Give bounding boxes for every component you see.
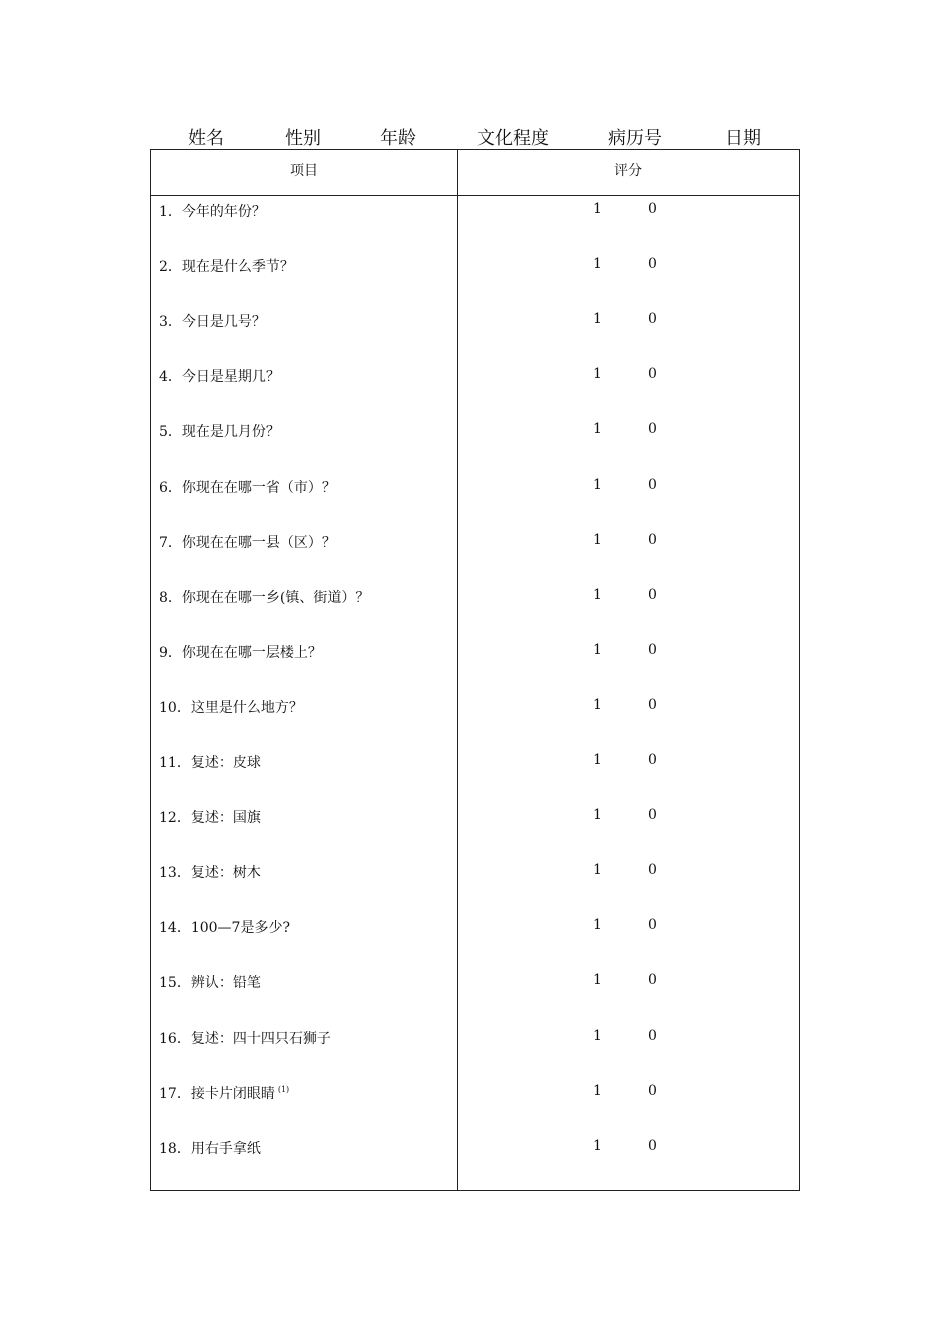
score-zero: 0 <box>648 201 657 217</box>
question-text <box>159 917 290 937</box>
question-label: 6．你现在在哪一省（市）？ <box>159 479 336 496</box>
question-text <box>159 201 266 221</box>
name-label: 姓名 <box>188 128 224 149</box>
question-label: 11．复述：皮球 <box>159 755 261 771</box>
score-zero: 0 <box>648 696 657 713</box>
score-one: 1 <box>593 421 602 438</box>
score-zero: 0 <box>648 752 657 768</box>
score-one: 1 <box>593 531 602 548</box>
score-one: 1 <box>593 917 602 934</box>
date-label: 日期 <box>725 128 761 149</box>
question-label: 12．复述：国旗 <box>159 810 261 827</box>
question-text <box>159 587 369 607</box>
question-label: 15．辨认：铅笔 <box>159 975 261 992</box>
score-one: 1 <box>593 366 602 383</box>
header-divider <box>151 195 799 196</box>
table-row <box>151 419 799 474</box>
question-label: 8．你现在在哪一乡(镇、街道）？ <box>159 589 370 606</box>
score-one: 1 <box>593 1082 602 1099</box>
score-zero: 0 <box>648 972 657 989</box>
score-one: 1 <box>593 311 602 328</box>
table-row <box>151 695 799 750</box>
score-one: 1 <box>593 862 602 879</box>
question-text <box>159 366 280 386</box>
score-zero: 0 <box>648 586 657 603</box>
score-zero: 0 <box>648 641 657 658</box>
table-row <box>151 640 799 695</box>
question-label: 17．接卡片闭眼睛 <box>159 1085 275 1102</box>
column-header-item: 项目 <box>290 163 318 179</box>
score-zero: 0 <box>648 531 657 548</box>
question-text <box>159 1083 289 1103</box>
score-one: 1 <box>593 476 602 493</box>
score-one: 1 <box>593 972 602 989</box>
score-one: 1 <box>593 256 602 273</box>
question-label: 9．你现在在哪一层楼上？ <box>159 644 322 661</box>
score-zero: 0 <box>648 1027 657 1044</box>
score-zero: 0 <box>648 917 657 934</box>
question-text <box>159 1138 261 1158</box>
score-one: 1 <box>593 1137 602 1154</box>
question-text <box>159 311 266 331</box>
question-text <box>159 642 322 662</box>
question-text <box>159 807 261 827</box>
score-zero: 0 <box>648 256 657 273</box>
score-one: 1 <box>593 201 602 217</box>
question-label: 7．你现在在哪一县（区）？ <box>159 534 336 551</box>
score-one: 1 <box>593 752 602 768</box>
question-text <box>159 972 261 992</box>
table-row <box>151 254 799 309</box>
question-text <box>159 532 336 552</box>
question-label: 16．复述：四十四只石狮子 <box>159 1030 331 1047</box>
footnote-marker: (1) <box>277 1084 290 1094</box>
question-text <box>159 421 280 441</box>
score-zero: 0 <box>648 476 657 493</box>
record-number-label: 病历号 <box>608 128 662 149</box>
table-row <box>151 309 799 364</box>
score-one: 1 <box>593 807 602 824</box>
question-text <box>159 1028 331 1048</box>
table-row <box>151 1081 799 1136</box>
score-zero: 0 <box>648 1082 657 1099</box>
question-text <box>159 256 294 276</box>
table-row <box>151 199 799 254</box>
question-label: 14．100—7是多少? <box>159 920 290 937</box>
sex-label: 性别 <box>285 128 321 149</box>
score-zero: 0 <box>648 311 657 328</box>
score-zero: 0 <box>648 1137 657 1154</box>
question-text <box>159 862 261 882</box>
score-zero: 0 <box>648 862 657 879</box>
table-row <box>151 805 799 860</box>
table-row <box>151 970 799 1025</box>
score-one: 1 <box>593 586 602 603</box>
table-row <box>151 750 799 805</box>
question-label: 2．现在是什么季节？ <box>159 259 294 276</box>
score-one: 1 <box>593 1027 602 1044</box>
table-row <box>151 475 799 530</box>
question-label: 5．现在是几月份？ <box>159 424 280 441</box>
score-one: 1 <box>593 696 602 713</box>
score-zero: 0 <box>648 366 657 383</box>
table-row <box>151 1136 799 1191</box>
score-one: 1 <box>593 641 602 658</box>
question-text <box>159 697 303 717</box>
table-row <box>151 915 799 970</box>
question-label: 4．今日是星期几？ <box>159 369 280 386</box>
assessment-table <box>150 149 800 1191</box>
table-row <box>151 585 799 640</box>
table-row <box>151 1026 799 1081</box>
score-zero: 0 <box>648 421 657 438</box>
education-label: 文化程度 <box>477 128 549 149</box>
question-label: 10．这里是什么地方？ <box>159 699 303 716</box>
question-label: 3．今日是几号？ <box>159 314 266 331</box>
question-text <box>159 752 261 772</box>
question-label: 13．复述：树木 <box>159 865 261 882</box>
table-row <box>151 530 799 585</box>
question-label: 18．用右手拿纸 <box>159 1140 261 1157</box>
column-header-score: 评分 <box>614 163 642 179</box>
age-label: 年龄 <box>380 128 416 149</box>
table-row <box>151 860 799 915</box>
question-label: 1．今年的年份？ <box>159 204 266 220</box>
score-zero: 0 <box>648 807 657 824</box>
patient-info-header <box>150 124 800 150</box>
question-text <box>159 477 336 497</box>
table-row <box>151 364 799 419</box>
